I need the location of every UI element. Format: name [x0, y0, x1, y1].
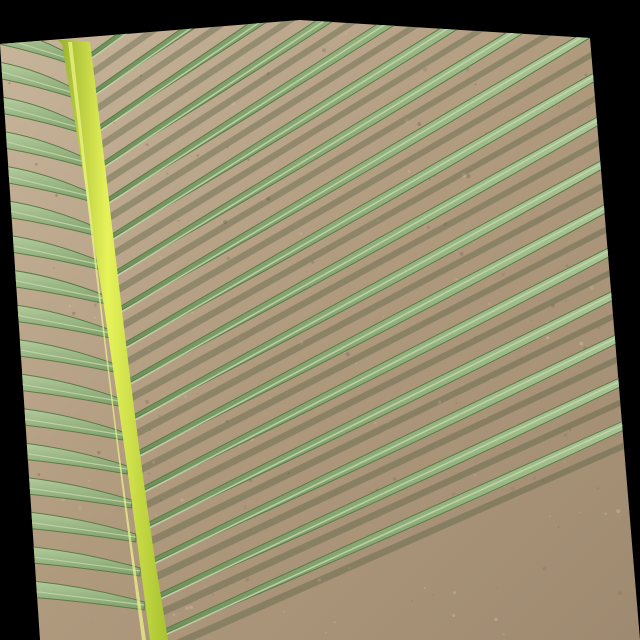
ground-speck: [69, 305, 72, 308]
ground-speck: [557, 526, 559, 528]
ground-speck: [374, 422, 377, 425]
ground-speck: [452, 492, 456, 496]
ground-speck: [455, 279, 457, 281]
ground-speck: [35, 163, 38, 166]
ground-speck: [325, 632, 326, 633]
ground-speck: [427, 226, 430, 229]
ground-speck: [244, 507, 246, 509]
ground-speck: [597, 487, 599, 489]
ground-speck: [456, 402, 458, 404]
ground-speck: [502, 273, 505, 276]
ground-speck: [54, 267, 55, 268]
ground-speck: [503, 634, 505, 636]
ground-speck: [496, 588, 497, 589]
ground-speck: [564, 433, 568, 437]
ground-speck: [245, 505, 247, 507]
ground-speck: [155, 515, 157, 517]
ground-speck: [542, 567, 546, 571]
ground-speck: [283, 611, 285, 613]
ground-speck: [185, 606, 189, 610]
ground-speck: [393, 477, 396, 480]
ground-speck: [204, 585, 206, 587]
ground-speck: [159, 256, 162, 259]
ground-speck: [8, 82, 10, 84]
ground-speck: [540, 178, 541, 179]
ground-speck: [97, 451, 100, 454]
ground-speck: [191, 312, 193, 314]
ground-speck: [417, 122, 421, 126]
ground-speck: [579, 512, 580, 513]
ground-speck: [300, 233, 303, 236]
ground-speck: [52, 43, 54, 45]
ground-speck: [180, 498, 183, 501]
ground-speck: [531, 320, 533, 322]
ground-speck: [408, 170, 410, 172]
ground-speck: [212, 594, 214, 596]
ground-speck: [568, 220, 570, 222]
ground-speck: [94, 317, 96, 319]
ground-speck: [474, 475, 476, 477]
ground-speck: [127, 337, 129, 339]
ground-speck: [184, 395, 187, 398]
ground-speck: [146, 143, 149, 146]
ground-speck: [382, 316, 384, 318]
ground-speck: [242, 57, 245, 60]
ground-speck: [78, 506, 82, 510]
ground-speck: [429, 179, 431, 181]
ground-speck: [217, 445, 218, 446]
ground-speck: [618, 591, 622, 595]
ground-speck: [345, 32, 348, 35]
ground-speck: [453, 591, 456, 594]
ground-speck: [559, 106, 560, 107]
ground-speck: [106, 94, 108, 96]
ground-speck: [460, 252, 464, 256]
ground-speck: [564, 461, 565, 462]
ground-speck: [196, 154, 199, 157]
ground-speck: [546, 336, 549, 339]
ground-speck: [616, 509, 620, 513]
ground-speck: [550, 516, 551, 517]
ground-speck: [187, 78, 189, 80]
ground-speck: [565, 300, 567, 302]
ground-speck: [311, 293, 312, 294]
ground-speck: [390, 75, 392, 77]
ground-speck: [72, 312, 75, 315]
ground-speck: [178, 220, 180, 222]
ground-speck: [588, 106, 590, 108]
ground-speck: [533, 477, 536, 480]
ground-speck: [227, 257, 230, 260]
ground-speck: [590, 286, 594, 290]
ground-speck: [580, 342, 584, 346]
ground-speck: [604, 512, 607, 515]
ground-speck: [38, 473, 41, 476]
ground-speck: [145, 400, 149, 404]
ground-speck: [198, 393, 199, 394]
ground-speck: [494, 618, 497, 621]
ground-speck: [186, 99, 188, 101]
ground-speck: [94, 304, 97, 307]
ground-speck: [88, 480, 90, 482]
ground-speck: [432, 594, 434, 596]
ground-speck: [466, 174, 470, 178]
ground-speck: [232, 393, 233, 394]
ground-speck: [566, 265, 569, 268]
ground-speck: [558, 271, 559, 272]
ground-speck: [511, 487, 515, 491]
ground-speck: [93, 622, 94, 623]
ground-speck: [148, 473, 150, 475]
ground-speck: [334, 621, 336, 623]
ground-speck: [346, 352, 350, 356]
ground-speck: [509, 470, 510, 471]
ground-speck: [247, 159, 249, 161]
ground-speck: [190, 606, 193, 609]
ground-speck: [488, 303, 491, 306]
ground-speck: [173, 614, 176, 617]
ground-speck: [475, 83, 477, 85]
ground-speck: [322, 48, 326, 52]
ground-speck: [158, 415, 160, 417]
ground-speck: [411, 600, 412, 601]
ground-speck: [166, 173, 168, 175]
ground-speck: [424, 587, 426, 589]
ground-speck: [55, 194, 58, 197]
ground-speck: [452, 614, 455, 617]
ground-speck: [246, 578, 249, 581]
